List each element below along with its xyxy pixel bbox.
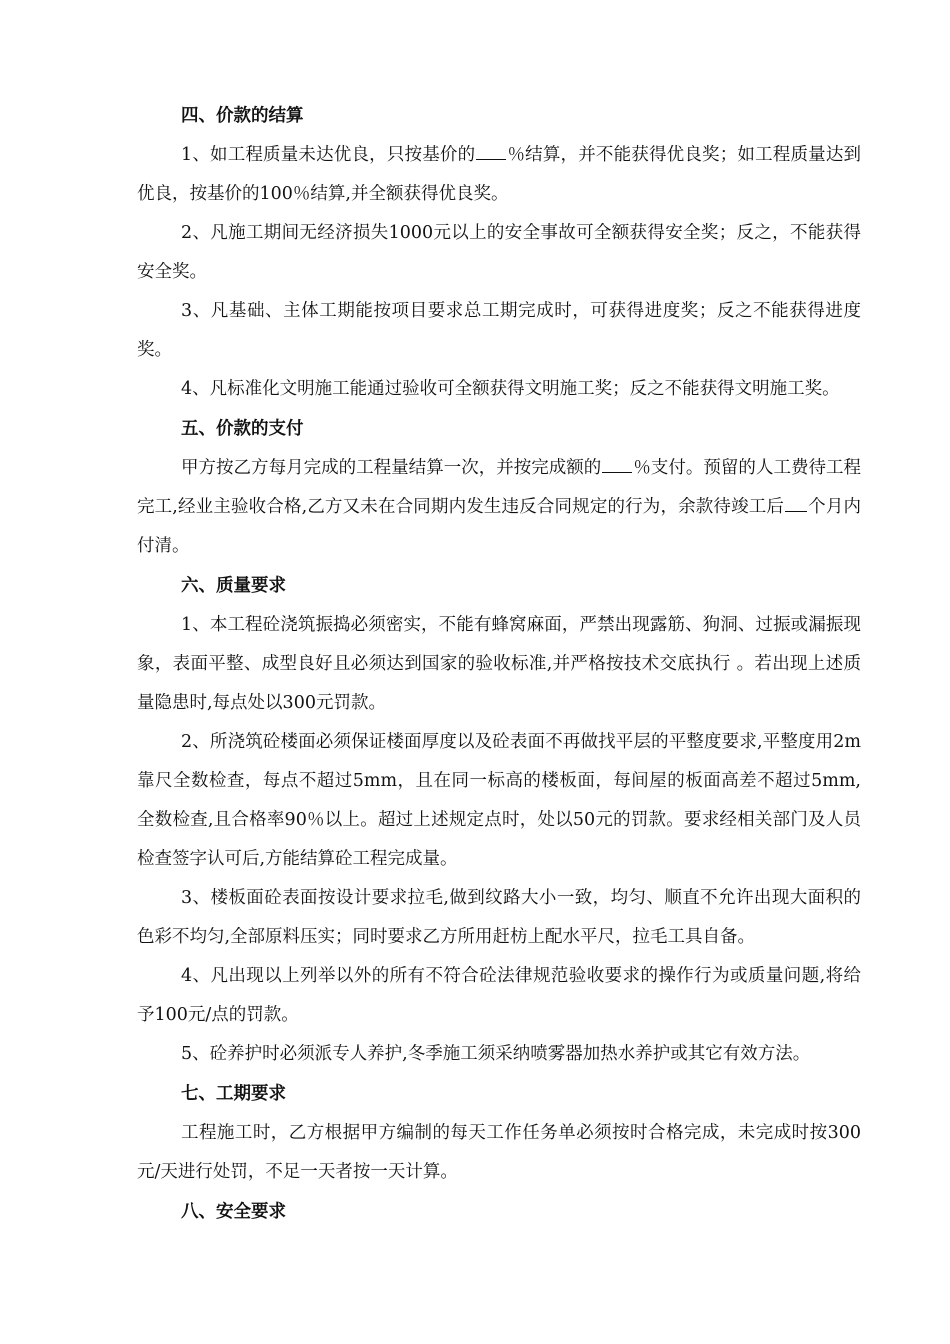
paragraph-text: 3、楼板面砼表面按设计要求拉毛,做到纹路大小一致，均匀、顺直不允许出现大面积的色彩不均匀,全部原料压实；同时要求乙方所用赶枋上配水平尺，拉毛工具自备。 — [137, 888, 861, 947]
fill-in-blank — [602, 455, 632, 474]
paragraph — [137, 879, 861, 957]
section-heading: 八、安全要求 — [181, 1202, 286, 1222]
paragraph-text: 5、砼养护时必须派专人养护,冬季施工须采纳喷雾器加热水养护或其它有效方法。 — [181, 1044, 811, 1064]
paragraph-text: 3、凡基础、主体工期能按项目要求总工期完成时，可获得进度奖；反之不能获得进度奖。 — [137, 301, 861, 360]
paragraph — [137, 1114, 861, 1192]
paragraph-text: 2、所浇筑砼楼面必须保证楼面厚度以及砼表面不再做找平层的平整度要求,平整度用2m靠尺全数检查，每点不超过5mm，且在同一标高的楼板面，每间屋的板面高差不超过5mm,全数检查,且合格率90％以上。超过上述规定点时，处以50元的罚款。要求经相关部门及人员检查签字认可后,方能结算砼工程完成量。 — [137, 732, 861, 869]
fill-in-blank — [785, 494, 807, 513]
section-heading: 六、质量要求 — [181, 576, 286, 596]
paragraph — [137, 214, 861, 292]
paragraph — [137, 723, 861, 879]
paragraph-text: 2、凡施工期间无经济损失1000元以上的安全事故可全额获得安全奖；反之，不能获得安全奖。 — [137, 223, 861, 282]
paragraph-text: 4、凡标准化文明施工能通过验收可全额获得文明施工奖；反之不能获得文明施工奖。 — [181, 379, 840, 399]
paragraph-text: 个月内付清。 — [137, 497, 861, 556]
paragraph-text: 工程施工时，乙方根据甲方编制的每天工作任务单必须按时合格完成，未完成时按300元/天进行处罚，不足一天者按一天计算。 — [137, 1123, 861, 1182]
section-heading: 七、工期要求 — [181, 1084, 286, 1104]
paragraph — [137, 136, 861, 214]
paragraph-text: 4、凡出现以上列举以外的所有不符合砼法律规范验收要求的操作行为或质量问题,将给予100元/点的罚款。 — [137, 966, 861, 1025]
paragraph — [137, 957, 861, 1035]
paragraph — [137, 292, 861, 370]
paragraph-text: ％支付。预留的人工费待工程完工,经业主验收合格,乙方又未在合同期内发生违反合同规定的行为，余款待竣工后 — [137, 458, 862, 517]
paragraph-text: 1、本工程砼浇筑振捣必须密实，不能有蜂窝麻面，严禁出现露筋、狗洞、过振或漏振现象，表面平整、成型良好且必须达到国家的验收标准,并严格按技术交底执行 。若出现上述质量隐患时,每点处以300元罚款。 — [137, 615, 861, 713]
paragraph-text: ％结算，并不能获得优良奖；如工程质量达到优良，按基价的100％结算,并全额获得优良奖。 — [137, 145, 862, 204]
paragraph-text: 甲方按乙方每月完成的工程量结算一次，并按完成额的 — [181, 458, 602, 478]
fill-in-blank — [476, 142, 506, 161]
paragraph — [137, 370, 861, 409]
section-heading: 五、价款的支付 — [181, 419, 304, 439]
document-body — [137, 96, 861, 1232]
paragraph — [137, 1035, 861, 1074]
paragraph — [137, 449, 861, 566]
section-heading: 四、价款的结算 — [181, 106, 304, 126]
paragraph-text: 1、如工程质量未达优良，只按基价的 — [181, 145, 476, 165]
paragraph — [137, 606, 861, 723]
